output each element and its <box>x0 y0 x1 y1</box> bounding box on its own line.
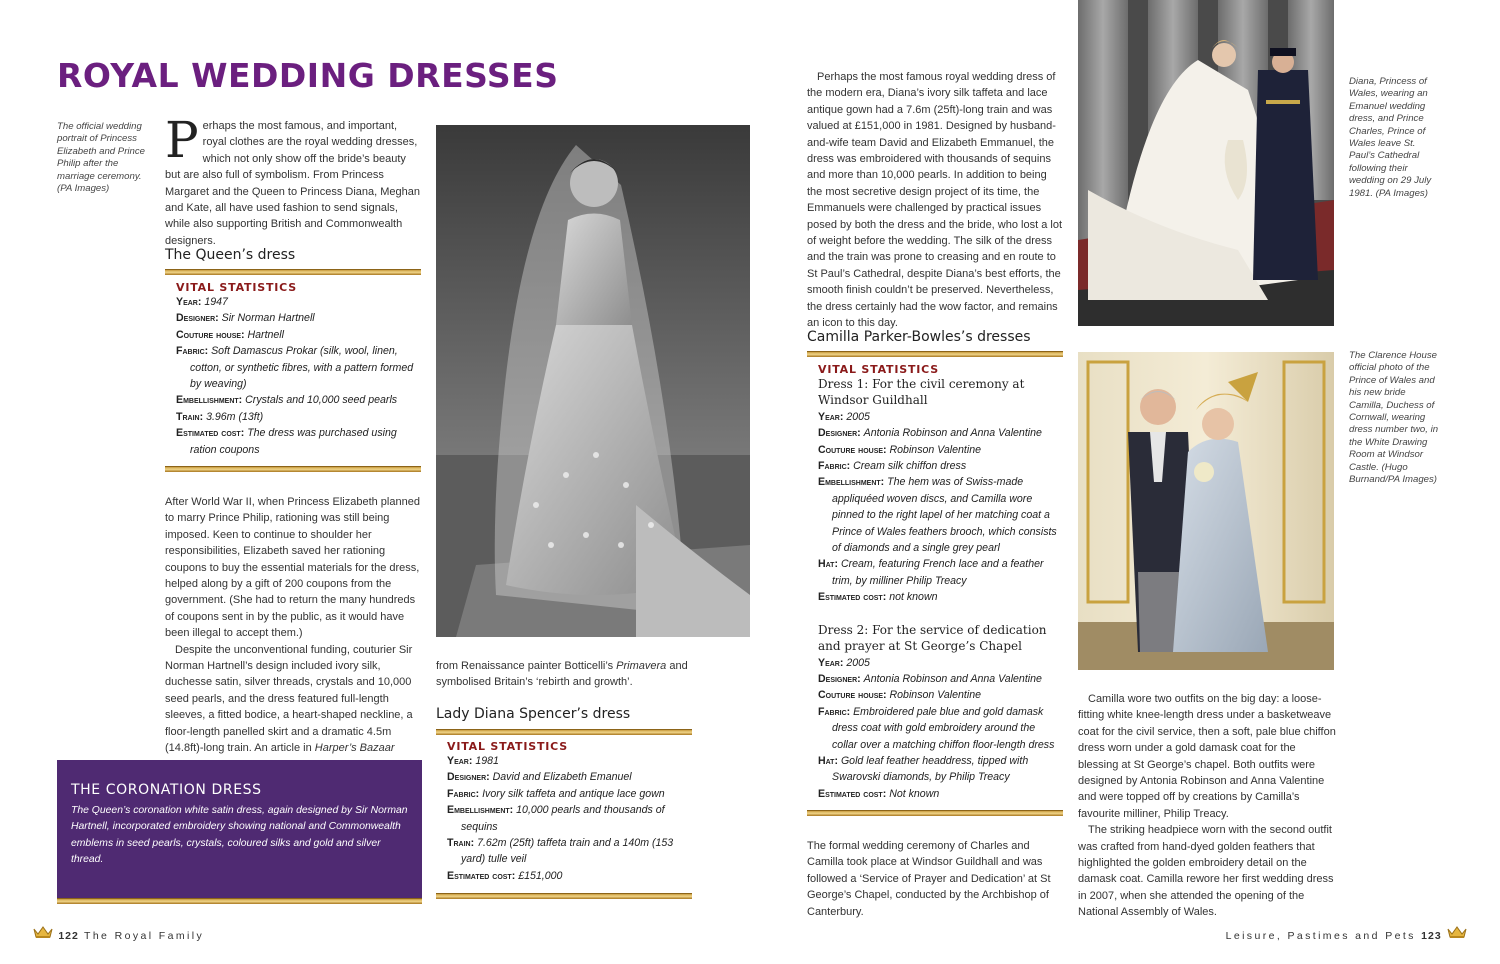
queen-body <box>165 494 424 773</box>
queen-vital-statistics <box>176 281 416 458</box>
queen-vs-title: VITAL STATISTICS <box>176 281 297 294</box>
stat-label: Embellishment: <box>447 804 517 817</box>
page-number-left: 122 <box>58 930 79 942</box>
stat-row <box>447 753 689 769</box>
stat-value: Robinson Valentine <box>889 689 982 702</box>
stat-label: Hat: <box>818 754 841 767</box>
stat-value: Antonia Robinson and Anna Valentine <box>863 672 1042 685</box>
stat-value: 10,000 pearls and thousands of sequins <box>461 804 665 833</box>
stat-row <box>447 769 689 785</box>
diana-body <box>807 69 1062 332</box>
stat-row <box>447 802 689 835</box>
coronation-rule <box>57 898 422 904</box>
footer-left <box>33 925 204 942</box>
stat-value: The dress was purchased using ration coupons <box>190 427 397 456</box>
stat-row <box>818 704 1060 753</box>
stat-label: Designer: <box>447 771 493 784</box>
stat-row <box>176 425 416 458</box>
stat-label: Year: <box>818 656 847 669</box>
footer-right-title: Leisure, Pastimes and Pets <box>1225 930 1416 942</box>
camilla-dress-heading: Camilla Parker-Bowles’s dresses <box>807 329 1031 345</box>
stat-value: £151,000 <box>518 869 563 882</box>
stat-value: not known <box>889 591 938 604</box>
stat-value: Soft Damascus Prokar (silk, wool, linen, cotton, or synthetic fibres, with a pattern formed by weaving) <box>190 345 414 391</box>
camilla-ceremony-paragraph: The formal wedding ceremony of Charles and Camilla took place at Windsor Guildhall and was followed a ‘Service of Prayer and Dedication’ at St George’s Chapel, conducted by the Archbishop of Canterbury. <box>807 840 1051 918</box>
coronation-box <box>57 760 422 900</box>
stat-value: 2005 <box>846 656 870 669</box>
queen-stats-list <box>176 294 416 458</box>
queen-continuation: from Renaissance painter Botticelli’s Primavera and symbolised Britain’s ‘rebirth and growth’. <box>436 660 688 689</box>
camilla-dress1-stats <box>818 409 1060 606</box>
stat-label: Designer: <box>176 312 222 325</box>
stat-value: 1947 <box>204 296 228 308</box>
intro-paragraph <box>165 111 422 249</box>
camilla-rule-top <box>807 351 1063 357</box>
stat-row <box>818 687 1060 703</box>
stat-value: 7.62m (25ft) taffeta train and a 140m (153 yard) tulle veil <box>461 837 674 866</box>
coronation-text: The Queen’s coronation white satin dress, again designed by Sir Norman Hartnell, incorporated embroidery showing national and Commonwealth emblems in seed pearls, crystals, coloured silks and gold and silver thread. <box>71 805 408 866</box>
left-photo-caption: The official wedding portrait of Princess Elizabeth and Prince Philip after the marriage ceremony. (PA Images) <box>57 121 145 195</box>
diana-rule-bottom <box>436 893 692 899</box>
stat-row <box>176 409 416 425</box>
stat-label: Fabric: <box>818 460 854 473</box>
queen-rule-top <box>165 269 421 275</box>
camilla-dress1-title: Dress 1: For the civil ceremony at Windsor Guildhall <box>818 377 1025 408</box>
stat-label: Train: <box>176 410 207 423</box>
intro-text: erhaps the most famous, and important, royal clothes are the royal wedding dresses, which not only show off the bride’s beauty but are also full of symbolism. From Princess Margaret and the Queen to Princess Diana, Meghan and Kate, all have used fashion to send signals, while also supporting British and Commonwealth designers. <box>165 120 420 247</box>
stat-label: Embellishment: <box>176 394 246 407</box>
stat-value: Crystals and 10,000 seed pearls <box>245 394 398 407</box>
stat-label: Fabric: <box>176 345 212 358</box>
stat-label: Designer: <box>818 427 864 440</box>
stat-row <box>818 655 1060 671</box>
stat-value: 1981 <box>475 755 499 767</box>
camilla-wedding-photo <box>1078 352 1334 670</box>
diana-para: Perhaps the most famous royal wedding dress of the modern era, Diana’s ivory silk taffeta and lace antique gown had a 7.6m (25ft)-long train and was valued at £151,000 in 1981. Designed by husband-and-wife team David and Elizabeth Emmanuel, the dress was embroidered with thousands of sequins and more than 10,000 pearls. In addition to being the most secretive design project of its time, the Emmanuels were challenged by practical issues posed by both the dress and the bride, who lost a lot of weight before the wedding. The silk of the dress and the train was prone to creasing and en route to St Paul’s Cathedral, despite Diana’s best efforts, the smooth finish couldn’t be preserved. Nevertheless, the dress certainly had the wow factor, and remains an icon to this day. <box>807 71 1062 330</box>
stat-row <box>447 868 689 884</box>
coronation-heading: THE CORONATION DRESS <box>71 782 262 798</box>
stat-row <box>176 294 416 310</box>
diana-dress-heading: Lady Diana Spencer’s dress <box>436 706 631 722</box>
camilla-right-para-2: The striking headpiece worn with the second outfit was crafted from hand-dyed golden feathers that highlighted the golden embroidery detail on the damask coat. Camilla rewore her first wedding dress in 2007, when she attended the opening of the National Assembly of Wales. <box>1078 824 1334 919</box>
stat-row <box>818 442 1060 458</box>
page-number-right: 123 <box>1421 930 1442 942</box>
stat-value: Antonia Robinson and Anna Valentine <box>863 427 1042 440</box>
footer-right <box>1226 925 1467 942</box>
queen-rule-bottom <box>165 466 421 472</box>
diana-vs-title: VITAL STATISTICS <box>447 740 568 753</box>
stat-value: Hartnell <box>247 328 285 341</box>
stat-row <box>818 409 1060 425</box>
stat-row <box>818 753 1060 786</box>
stat-label: Hat: <box>818 558 841 571</box>
camilla-rule-bottom <box>807 810 1063 816</box>
stat-row <box>176 327 416 343</box>
stat-row <box>818 589 1060 605</box>
queen-wedding-photo <box>436 125 750 637</box>
crown-icon <box>1447 925 1467 942</box>
stat-value: 3.96m (13ft) <box>206 410 264 423</box>
camilla-right-para-1: Camilla wore two outfits on the big day: a loose-fitting white knee-length dress under a basketweave coat for the civil service, then a soft, pale blue chiffon dress worn under a gold damask coat for the blessing at St George’s chapel. Both outfits were designed by Antonia Robinson and Anna Valentine and were topped off by creations by Camilla’s favourite milliner, Philip Treacy. <box>1078 693 1336 820</box>
diana-rule-top <box>436 729 692 735</box>
camilla-vital-statistics <box>818 363 1060 802</box>
stat-row <box>818 556 1060 589</box>
stat-value: 2005 <box>846 410 870 423</box>
stat-row <box>818 458 1060 474</box>
stat-value: Not known <box>889 787 940 800</box>
queen-dress-heading: The Queen’s dress <box>165 247 296 263</box>
camilla-right-body <box>1078 691 1336 921</box>
stat-label: Estimated cost: <box>176 427 248 440</box>
stat-row <box>176 392 416 408</box>
stat-row <box>447 835 689 868</box>
stat-label: Couture house: <box>818 689 890 702</box>
stat-label: Embellishment: <box>818 476 888 489</box>
stat-label: Year: <box>176 296 205 308</box>
camilla-photo-caption: The Clarence House official photo of the Prince of Wales and his new bride Camilla, Duchess of Cornwall, wearing dress number two, in the White Drawing Room at Windsor Castle. (Hugo Burnand/PA Images) <box>1349 350 1439 486</box>
stat-value: The hem was of Swiss-made appliquéed woven discs, and Camilla wore pinned to the right lapel of her matching coat a Prince of Wales feathers brooch, which consists of diamonds and a single grey pearl <box>832 476 1057 555</box>
camilla-vs-title: VITAL STATISTICS <box>818 363 939 376</box>
stat-label: Fabric: <box>447 787 483 800</box>
page-title: ROYAL WEDDING DRESSES <box>57 56 559 95</box>
stat-row <box>447 786 689 802</box>
stat-label: Couture house: <box>818 443 890 456</box>
queen-para-1: After World War II, when Princess Elizabeth planned to marry Prince Philip, rationing was still being imposed. Keen to continue to shoulder her responsibilities, Elizabeth saved her rationing coupons to buy the essential materials for the dress, helped along by a gift of 200 coupons from the government. (She had to return the many hundreds of coupons sent in by the public, as it would have been illegal to accept them.) <box>165 496 420 640</box>
stat-label: Estimated cost: <box>818 787 890 800</box>
footer-left-title: The Royal Family <box>84 930 205 942</box>
stat-label: Year: <box>818 410 847 423</box>
camilla-dress2-stats <box>818 655 1060 803</box>
stat-label: Estimated cost: <box>447 869 519 882</box>
stat-label: Year: <box>447 755 476 767</box>
crown-icon <box>33 925 53 942</box>
stat-value: David and Elizabeth Emanuel <box>492 771 632 784</box>
stat-label: Designer: <box>818 672 864 685</box>
diana-wedding-photo <box>1078 0 1334 326</box>
stat-row <box>818 425 1060 441</box>
stat-label: Couture house: <box>176 328 248 341</box>
diana-stats-list <box>447 753 689 884</box>
stat-value: Cream silk chiffon dress <box>853 460 967 473</box>
stat-value: Ivory silk taffeta and antique lace gown <box>482 787 665 800</box>
stat-value: Robinson Valentine <box>889 443 982 456</box>
stat-label: Fabric: <box>818 705 854 718</box>
stat-row <box>818 671 1060 687</box>
stat-row <box>176 343 416 392</box>
stat-label: Estimated cost: <box>818 591 890 604</box>
stat-value: Embroidered pale blue and gold damask dress coat with gold embroidery around the collar over a matching chiffon floor-length dress <box>832 705 1055 751</box>
stat-value: Gold leaf feather headdress, tipped with Swarovski diamonds, by Philip Treacy <box>832 754 1029 784</box>
drop-cap: P <box>165 111 199 169</box>
stat-value: Sir Norman Hartnell <box>221 312 315 325</box>
stat-row <box>176 310 416 326</box>
diana-photo-caption: Diana, Princess of Wales, wearing an Emanuel wedding dress, and Prince Charles, Prince of Wales leave St. Paul’s Cathedral following their wedding on 29 July 1981. (PA Images) <box>1349 76 1432 199</box>
camilla-dress2-title: Dress 2: For the service of dedication and prayer at St George’s Chapel <box>818 622 1047 654</box>
stat-label: Train: <box>447 837 478 850</box>
stat-row <box>818 474 1060 556</box>
diana-vital-statistics <box>447 740 689 884</box>
stat-value: Cream, featuring French lace and a feather trim, by milliner Philip Treacy <box>832 558 1044 587</box>
stat-row <box>818 786 1060 802</box>
queen-para-2: Despite the unconventional funding, couturier Sir Norman Hartnell’s design included ivory silk, duchesse satin, silver threads, crystals and 10,000 seed pearls, and the dress featured full-length sleeves, a fitted bodice, a heart-shaped neckline, a floor-length panelled skirt and a dramatic 4.5m (14.8ft)-long train. An article in Harper’s Bazaar <box>165 643 413 755</box>
